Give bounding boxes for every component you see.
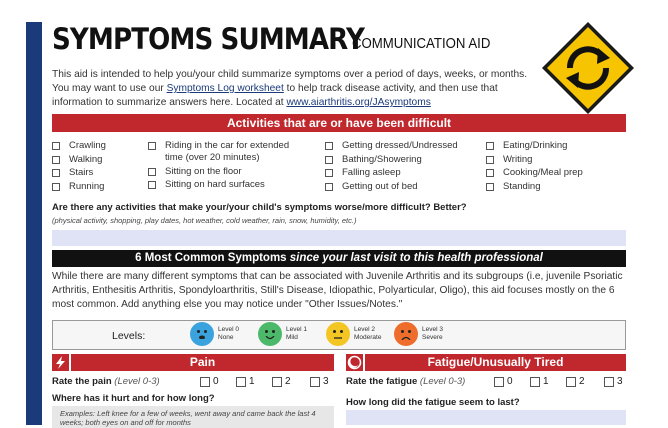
intro-text — [52, 68, 532, 110]
checkbox[interactable] — [325, 142, 333, 150]
activity-checkbox-item[interactable] — [325, 140, 458, 152]
fatigue-option-2[interactable] — [566, 376, 585, 387]
activity-checkbox-item[interactable] — [52, 154, 106, 166]
fatigue-question: How long did the fatigue seem to last? — [346, 397, 520, 408]
levels-label: Levels: — [112, 330, 146, 342]
activity-label: Standing — [503, 180, 541, 192]
level-2-legend — [326, 322, 381, 346]
level-1-title: Level 1 — [286, 326, 307, 333]
checkbox[interactable] — [52, 183, 60, 191]
neutral-face-icon — [326, 322, 350, 346]
pain-option-0[interactable] — [200, 376, 219, 387]
pain-question: Where has it hurt and for how long? — [52, 393, 215, 404]
checkbox[interactable] — [200, 377, 210, 387]
activity-label: Riding in the car for extended time (over 20 minutes) — [165, 140, 290, 163]
activities-answer-field[interactable] — [52, 230, 626, 246]
common-symptoms-paragraph: While there are many different symptoms that can be associated with Juvenile Arthritis and its subgroups (i.e, juvenile Psoriatic Arthritis, Enthesitis Arthritis, Spondyloarthritis, Still's Disease, Idiopathic, Polyarticular, Oligo), this aid focuses mostly on the 6 most common. Add anything else you may notice under "Other Issues/Notes." — [52, 271, 623, 310]
checkbox[interactable] — [148, 168, 156, 176]
level-2-title: Level 2 — [354, 326, 375, 333]
option-label: 2 — [285, 376, 291, 387]
checkbox[interactable] — [52, 142, 60, 150]
symptoms-log-link[interactable]: Symptoms Log worksheet — [166, 83, 284, 94]
fatigue-option-0[interactable] — [494, 376, 513, 387]
checkbox[interactable] — [566, 377, 576, 387]
option-label: 1 — [249, 376, 255, 387]
activity-label: Walking — [69, 153, 103, 165]
sad-face-icon — [394, 322, 418, 346]
very-happy-face-icon — [190, 322, 214, 346]
option-label: 0 — [213, 376, 219, 387]
activity-checkbox-item[interactable] — [148, 140, 308, 164]
checkbox[interactable] — [486, 156, 494, 164]
option-label: 2 — [579, 376, 585, 387]
option-label: 0 — [507, 376, 513, 387]
pain-rate-text: Rate the pain — [52, 376, 112, 387]
pain-example: Examples: Left knee for a few of weeks, went away and came back the last 4 weeks; both eyes on and off for months — [60, 409, 316, 427]
checkbox[interactable] — [604, 377, 614, 387]
refresh-sign-icon — [540, 20, 636, 116]
level-3-legend — [394, 322, 443, 346]
activities-question: Are there any activities that make your/your child's symptoms worse/more difficult? Better? — [52, 202, 467, 213]
fatigue-heading: Fatigue/Unusually Tired — [365, 354, 626, 371]
checkbox[interactable] — [148, 142, 156, 150]
activity-label: Sitting on hard surfaces — [165, 179, 265, 190]
left-accent-bar — [26, 22, 42, 425]
checkbox[interactable] — [272, 377, 282, 387]
activity-checkbox-item[interactable] — [52, 181, 106, 193]
checkbox[interactable] — [52, 169, 60, 177]
activity-checkbox-item[interactable] — [52, 167, 106, 179]
activity-label: Eating/Drinking — [503, 140, 568, 151]
activity-checkbox-item[interactable] — [486, 154, 583, 166]
activity-checkbox-item[interactable] — [325, 181, 458, 193]
activities-col-4 — [486, 140, 583, 194]
common-heading-italic: since your last visit to this health professional — [286, 252, 543, 264]
level-3-title: Level 3 — [422, 326, 443, 333]
pain-option-2[interactable] — [272, 376, 291, 387]
activities-col-2 — [148, 140, 308, 193]
activity-label: Bathing/Showering — [342, 153, 422, 165]
activity-label: Getting dressed/Undressed — [342, 140, 458, 151]
fatigue-option-3[interactable] — [604, 376, 623, 387]
page-title: SYMPTOMS SUMMARY — [52, 22, 364, 56]
fatigue-moon-icon — [346, 354, 363, 371]
activity-checkbox-item[interactable] — [486, 167, 583, 179]
pain-heading: Pain — [71, 354, 334, 371]
option-label: 3 — [617, 376, 623, 387]
activities-col-1 — [52, 140, 106, 194]
common-symptoms-heading — [52, 250, 626, 267]
activity-label: Running — [69, 180, 105, 192]
activity-checkbox-item[interactable] — [52, 140, 106, 152]
activity-label: Sitting on the floor — [165, 165, 242, 177]
fatigue-rate-hint: (Level 0-3) — [419, 376, 466, 387]
page-subtitle: COMMUNICATION AID — [352, 35, 491, 52]
checkbox[interactable] — [148, 181, 156, 189]
pain-option-3[interactable] — [310, 376, 329, 387]
option-label: 3 — [323, 376, 329, 387]
activity-checkbox-item[interactable] — [325, 154, 458, 166]
intro-part-2: to help track disease activity, and then use that information to summarize answers here. Located at — [52, 83, 498, 108]
checkbox[interactable] — [310, 377, 320, 387]
title-row — [52, 22, 491, 56]
activity-checkbox-item[interactable] — [148, 179, 308, 191]
activity-checkbox-item[interactable] — [486, 181, 583, 193]
activity-label: Getting out of bed — [342, 180, 418, 192]
activities-heading: Activities that are or have been difficult — [52, 114, 626, 132]
pain-rate-hint: (Level 0-3) — [114, 376, 160, 387]
activities-question-hint: (physical activity, shopping, play dates, hot weather, cold weather, rain, snow, humidity, etc.) — [52, 216, 357, 225]
activity-label: Cooking/Meal prep — [503, 167, 583, 178]
common-heading-bold: 6 Most Common Symptoms — [135, 252, 287, 264]
checkbox[interactable] — [486, 142, 494, 150]
activities-col-3 — [325, 140, 458, 194]
checkbox[interactable] — [52, 156, 60, 164]
level-0-title: Level 0 — [218, 326, 239, 333]
activity-label: Crawling — [69, 140, 106, 151]
fatigue-rate-label — [346, 376, 465, 387]
checkbox[interactable] — [486, 169, 494, 177]
smile-face-icon — [258, 322, 282, 346]
level-1-legend — [258, 322, 307, 346]
pain-lightning-icon — [52, 354, 69, 371]
checkbox[interactable] — [325, 183, 333, 191]
level-3-name: Severe — [422, 334, 443, 341]
level-1-name: Mild — [286, 334, 298, 341]
checkbox[interactable] — [325, 156, 333, 164]
level-0-legend — [190, 322, 239, 346]
activity-checkbox-item[interactable] — [486, 140, 583, 152]
fatigue-rate-text: Rate the fatigue — [346, 376, 418, 387]
activity-label: Falling asleep — [342, 167, 401, 178]
fatigue-option-1[interactable] — [530, 376, 549, 387]
activity-label: Writing — [503, 153, 533, 165]
activity-checkbox-item[interactable] — [325, 167, 458, 179]
checkbox[interactable] — [325, 169, 333, 177]
fatigue-answer-field[interactable] — [346, 410, 626, 425]
option-label: 1 — [543, 376, 549, 387]
level-2-name: Moderate — [354, 334, 382, 341]
activity-label: Stairs — [69, 167, 94, 178]
checkbox[interactable] — [486, 183, 494, 191]
checkbox[interactable] — [236, 377, 246, 387]
pain-rate-label — [52, 376, 160, 387]
intro-part-1: This aid is intended to help you/your child summarize symptoms over a period of days, weeks, or months. You may want to use our — [52, 69, 528, 94]
website-link[interactable]: www.aiarthritis.org/JAsymptoms — [286, 97, 431, 108]
activity-checkbox-item[interactable] — [148, 166, 308, 178]
pain-option-1[interactable] — [236, 376, 255, 387]
level-0-name: None — [218, 334, 234, 341]
checkbox[interactable] — [530, 377, 540, 387]
checkbox[interactable] — [494, 377, 504, 387]
